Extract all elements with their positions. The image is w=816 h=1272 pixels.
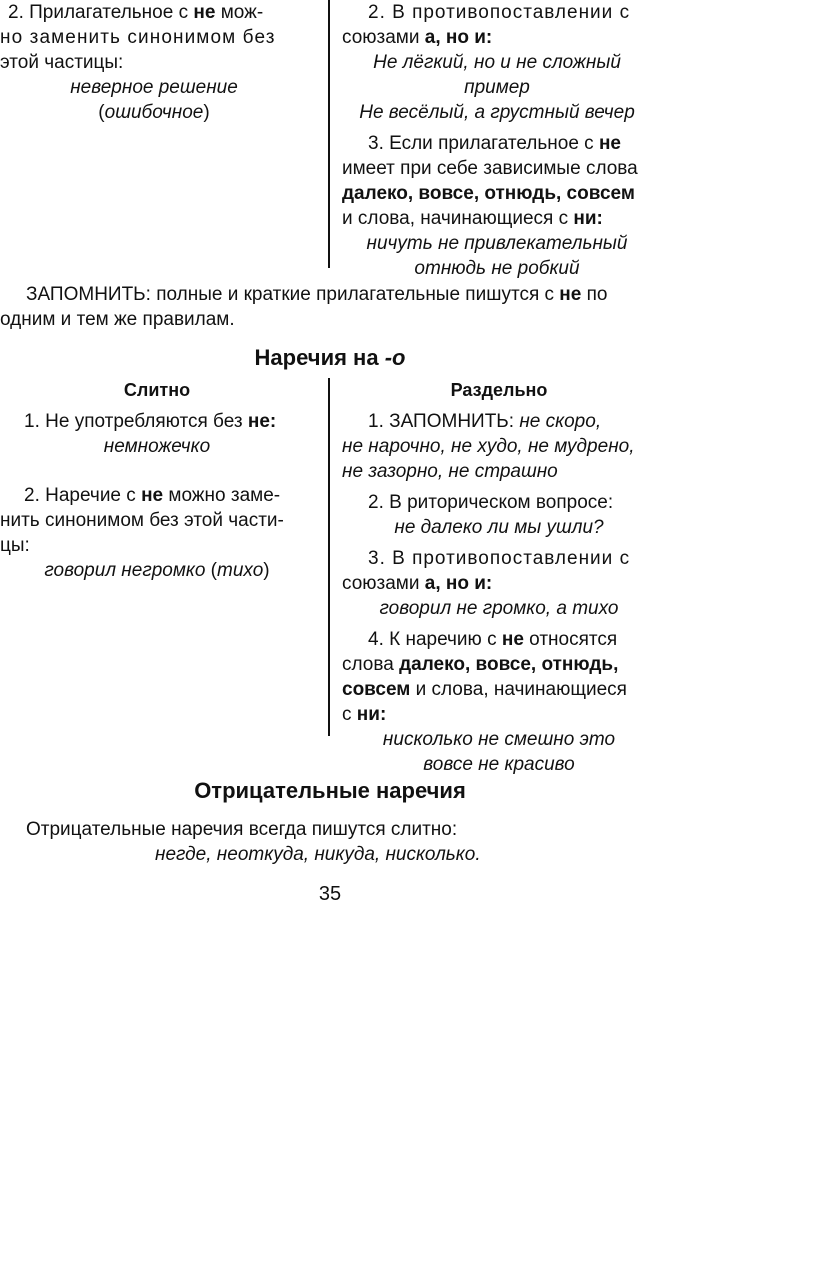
adverbs-left-example2: говорил негромко (тихо) xyxy=(44,560,270,581)
adverbs-right-example2: не далеко ли мы ушли? xyxy=(394,517,604,538)
top-right-example1b: пример xyxy=(464,77,530,98)
adverbs-left-column xyxy=(0,378,314,583)
top-right-item2: 2. В противопоставлении с xyxy=(368,2,631,23)
top-left-example1: неверное решение xyxy=(70,77,238,98)
remember-note xyxy=(0,282,660,332)
adverbs-right-item4-line2: слова далеко, вовсе, отнюдь, xyxy=(342,654,619,675)
top-right-column xyxy=(342,0,652,281)
adverbs-right-item4-line4: с ни: xyxy=(342,704,387,725)
adverbs-left-item2: 2. Наречие с не можно заме- xyxy=(24,485,281,506)
top-left-line3: этой частицы: xyxy=(0,52,124,73)
top-right-item3-line4: и слова, начинающиеся с ни: xyxy=(342,208,603,229)
column-header-together: Слитно xyxy=(123,380,191,400)
negative-adverbs-heading: Отрицательные наречия xyxy=(194,778,466,803)
top-right-example1a: Не лёгкий, но и не сложный xyxy=(373,52,621,73)
adverbs-right-item1-line3: не зазорно, не страшно xyxy=(342,461,558,482)
adverbs-heading: Наречия на -о xyxy=(254,345,406,370)
top-right-item3: 3. Если прилагательное с не xyxy=(368,133,621,154)
top-right-item2-line2: союзами а, но и: xyxy=(342,27,493,48)
negative-adverbs-body xyxy=(0,817,660,867)
adverbs-right-item4-line3: совсем и слова, начинающиеся xyxy=(342,679,627,700)
adverbs-right-item3: 3. В противопоставлении с xyxy=(368,548,631,569)
adverbs-right-item4: 4. К наречию с не относятся xyxy=(368,629,618,650)
top-left-item2: 2. Прилагательное с не мож- xyxy=(8,2,264,23)
remember-line1: ЗАПОМНИТЬ: полные и краткие прилагательные пишутся с не по xyxy=(26,284,608,305)
adverbs-right-item2: 2. В риторическом вопросе: xyxy=(368,492,614,513)
adverbs-right-column xyxy=(342,378,656,777)
adverbs-right-example4b: вовсе не красиво xyxy=(423,754,575,775)
adverbs-right-item1-line2: не нарочно, не худо, не мудрено, xyxy=(342,436,635,457)
adverbs-right-item3-line2: союзами а, но и: xyxy=(342,573,493,594)
adverbs-left-item2-line2: нить синонимом без этой части- xyxy=(0,510,284,531)
page-number: 35 xyxy=(318,883,342,905)
adverbs-left-item2-line3: цы: xyxy=(0,535,30,556)
column-divider-adverbs xyxy=(328,378,330,736)
top-left-line2: но заменить синонимом без xyxy=(0,27,276,48)
column-header-separate: Раздельно xyxy=(450,380,548,400)
top-right-example2: Не весёлый, а грустный вечер xyxy=(359,102,635,123)
adverbs-right-example3: говорил не громко, а тихо xyxy=(379,598,619,619)
adverbs-left-item1: 1. Не употребляются без не: xyxy=(24,411,277,432)
top-right-item3-bold-line: далеко, вовсе, отнюдь, совсем xyxy=(342,183,635,204)
adverbs-right-example4a: нисколько не смешно это xyxy=(382,729,616,750)
adverbs-right-item1: 1. ЗАПОМНИТЬ: не скоро, xyxy=(368,411,602,432)
top-right-example3: ничуть не привлекательный xyxy=(366,233,628,254)
top-right-example4: отнюдь не робкий xyxy=(414,258,580,279)
top-right-item3-line2: имеет при себе зависимые слова xyxy=(342,158,638,179)
remember-line2: одним и тем же правилам. xyxy=(0,309,235,330)
adverbs-left-example1: немножечко xyxy=(103,436,211,457)
top-left-example2: (ошибочное) xyxy=(98,102,210,123)
top-left-column xyxy=(0,0,308,125)
negative-adverbs-text: Отрицательные наречия всегда пишутся слитно: xyxy=(26,819,458,840)
column-divider-top xyxy=(328,0,330,268)
negative-adverbs-examples: негде, неоткуда, никуда, нисколько. xyxy=(155,844,481,865)
